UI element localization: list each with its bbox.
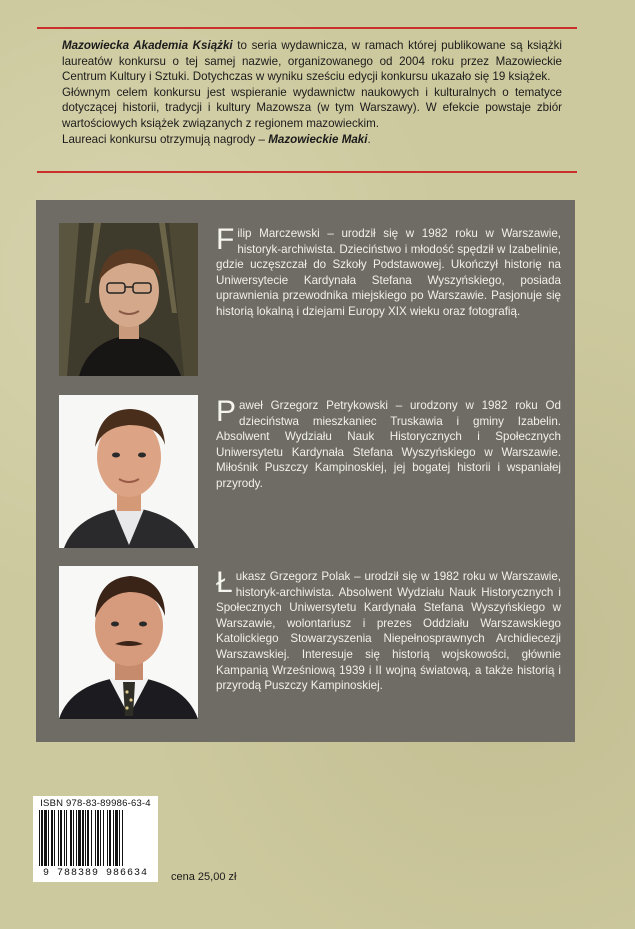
dropcap: F (216, 223, 235, 256)
series-description (62, 38, 562, 147)
isbn-barcode (33, 796, 158, 882)
barcode-bar (95, 810, 96, 866)
barcode-bar (122, 810, 123, 866)
price-label: cena 25,00 zł (171, 871, 237, 883)
author-bio-filip: Filip Marczewski – urodził się w 1982 roku w Warszawie, historyk-archiwista. Dzieciństwo i młodość spędził w Izabelinie, gdzie uczęszczał do Szkoły Podstawowej. Ukończył historię na Uniwersytecie Kardynała Stefana Wyszyńskiego, posiada uprawnienia przewodnika miejskiego po Warszawie. Pasjonuje się historią lokalną i dziejami Europy XIX wieku oraz fotografią. (216, 223, 561, 318)
ean-digits: 9 788389 986634 (42, 868, 148, 879)
author-photo-pawel (59, 395, 198, 548)
dropcap: P (216, 395, 237, 428)
barcode-bar (87, 810, 89, 866)
barcode-bar (97, 810, 99, 866)
barcode-bar (58, 810, 59, 866)
barcode-bar (100, 810, 101, 866)
top-red-rule (37, 27, 577, 29)
barcode-bar (76, 810, 77, 866)
author-bio-pawel: Paweł Grzegorz Petrykowski – urodzony w 1982 roku Od dzieciństwa mieszkaniec Truskawia i gminy Izabelin. Absolwent Wydziału Nauk Historycznych i Społecznych Uniwersytetu Kardynała Stefana Wyszyńskiego w Warszawie. Miłośnik Puszczy Kampinoskiej, jej bogatej historii i wspaniałej przyrody. (216, 395, 561, 490)
barcode-bar (44, 810, 47, 866)
author-bio-lukasz: Łukasz Grzegorz Polak – urodził się w 1982 roku w Warszawie, historyk-archiwista. Absolwent Wydziału Nauk Historycznych i Społecznych Uniwersytetu Kardynała Stefana Wyszyńskiego w Warszawie, wolontariusz i prezes Oddziału Warszawskiego Katolickiego Stowarzyszenia Niepełnosprawnych Archidiecezji Warszawskiej. Interesuje się historią wojskowości, głównie Kampanią Wrześniową 1939 i II wojną światową, a także historią i przyrodą Puszczy Kampinoskiej. (216, 566, 561, 693)
authors-panel (36, 200, 575, 742)
barcode-bar (54, 810, 55, 866)
intro-paragraph-3: Laureaci konkursu otrzymują nagrody – Mazowieckie Maki. (62, 132, 371, 146)
author-photo-lukasz (59, 566, 198, 719)
barcode-bar (82, 810, 84, 866)
dropcap: Ł (216, 566, 233, 599)
barcode-bars (37, 810, 154, 868)
award-name: Mazowieckie Maki (268, 132, 368, 146)
barcode-bar (115, 810, 118, 866)
barcode-bar (73, 810, 74, 866)
barcode-bar (91, 810, 92, 866)
barcode-bar (103, 810, 104, 866)
intro-paragraph-1: Mazowiecka Akademia Książki to seria wydawnicza, w ramach której publikowane są książki laureatów konkursu o tej samej nazwie, organizowanego od 2004 roku przez Mazowieckie Centrum Kultury i Sztuki. Dotychczas w wyniku sześciu edycji konkursu ukazało się 19 książek. (62, 39, 562, 84)
barcode-bar (78, 810, 81, 866)
barcode-bar (48, 810, 49, 866)
barcode-bar (60, 810, 62, 866)
series-name: Mazowiecka Akademia Książki (62, 39, 233, 52)
barcode-bar (109, 810, 111, 866)
bottom-red-rule (37, 171, 577, 173)
isbn-number: ISBN 978-83-89986-63-4 (40, 798, 151, 809)
barcode-bar (66, 810, 67, 866)
barcode-bar (85, 810, 86, 866)
author-photo-filip (59, 223, 198, 376)
barcode-bar (51, 810, 53, 866)
barcode-bar (107, 810, 108, 866)
barcode-bar (70, 810, 72, 866)
barcode-bar (64, 810, 65, 866)
barcode-bar (41, 810, 43, 866)
barcode-bar (39, 810, 40, 866)
intro-paragraph-2: Głównym celem konkursu jest wspieranie wydawnictw naukowych i kulturalnych o tematyce dotyczącej historii, tradycji i kultury Mazowsza (w tym Warszawy). W efekcie powstaje zbiór wartościowych książek związanych z regionem mazowieckim. (62, 85, 562, 130)
barcode-bar (113, 810, 114, 866)
barcode-bar (119, 810, 120, 866)
